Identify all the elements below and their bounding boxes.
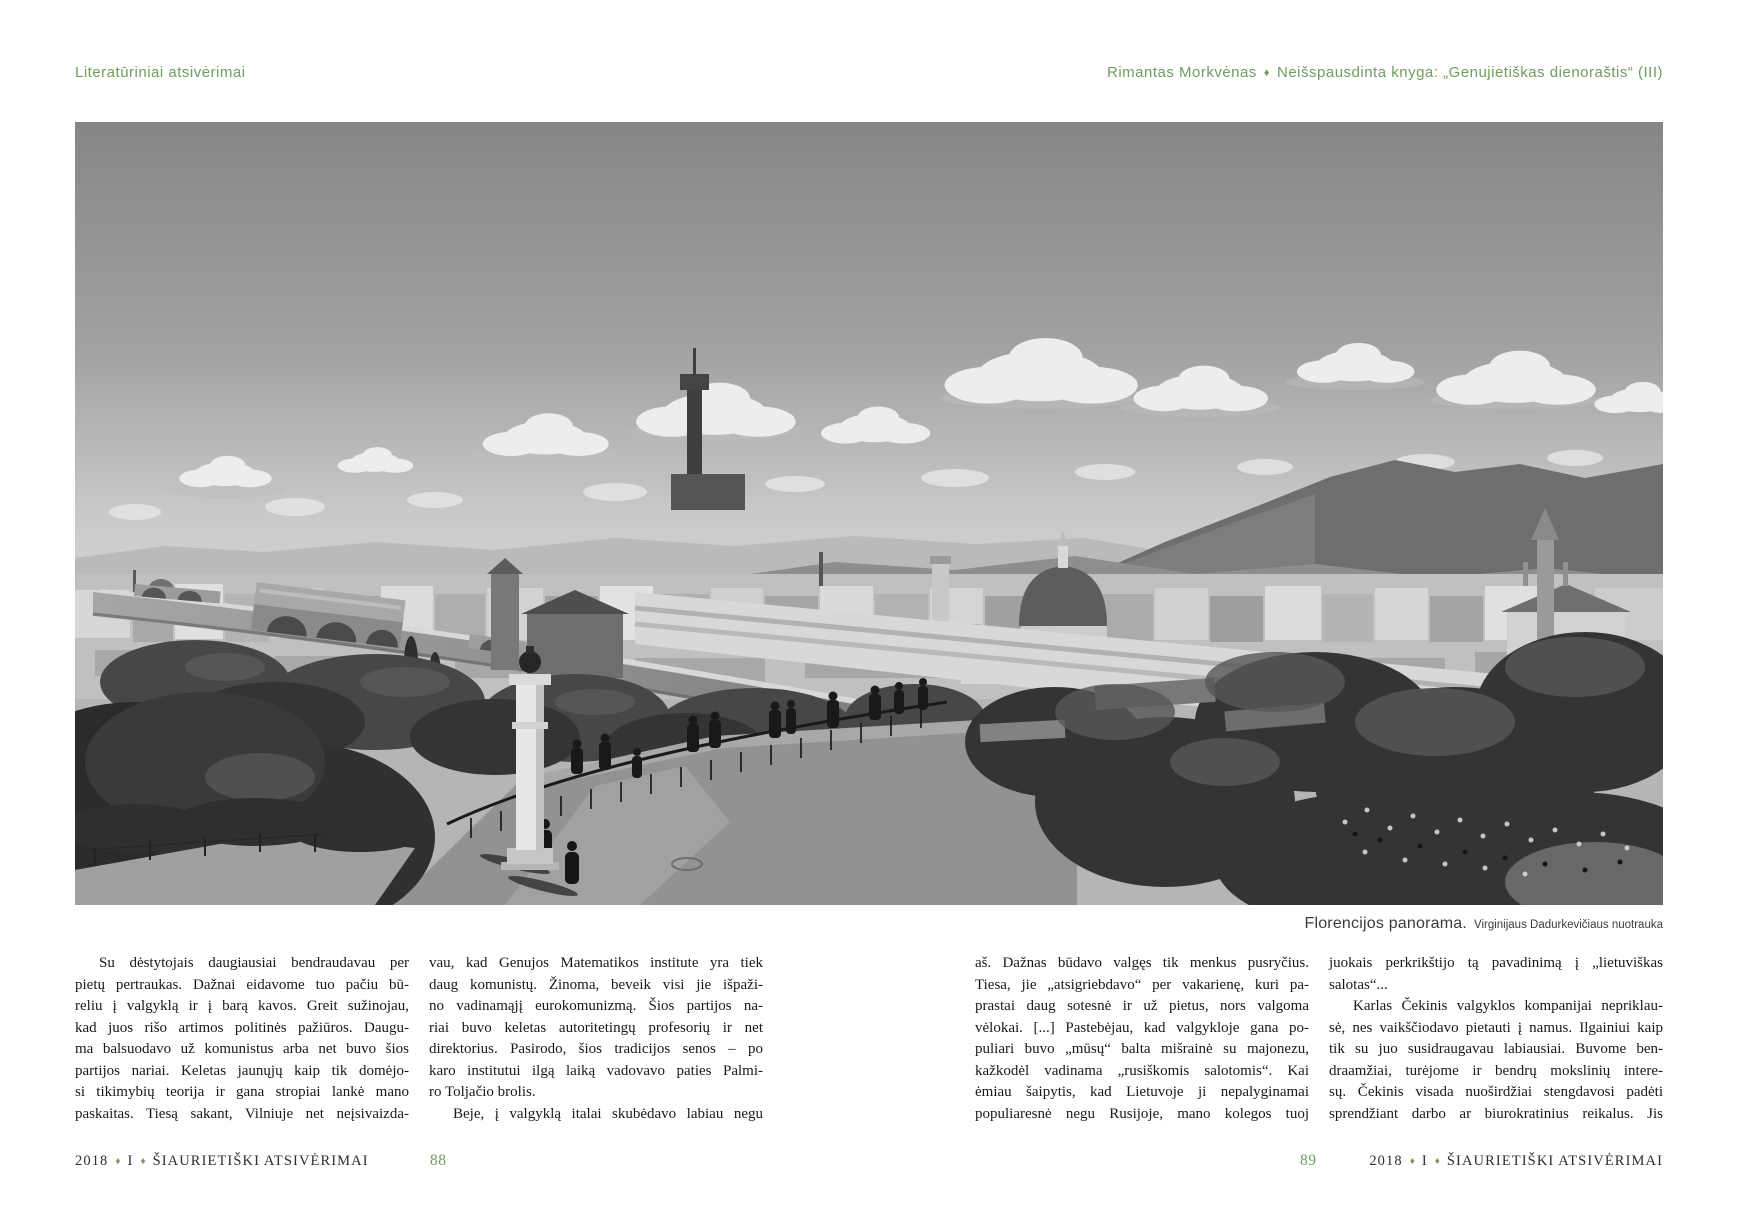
- running-head-right: [1107, 64, 1663, 81]
- footer-journal-title: ŠIAURIETIŠKI ATSIVĖRIMAI: [152, 1153, 369, 1169]
- footer-left: [75, 1153, 369, 1170]
- body-text-line: sė, nes vaikščiodavo pietauti į namus. Ilgainiui kaip: [1329, 1019, 1663, 1036]
- body-text-line: Beje, į valgyklą italai skubėdavo labiau negu: [453, 1105, 763, 1122]
- photo-caption-title: Florencijos panorama.: [1304, 915, 1467, 932]
- body-text-line: Tiesa, jie „atsigriebdavo“ per vakarienę, kuri pa-: [975, 976, 1309, 993]
- body-text-line: sprendžiant darbo ar biurokratinius reikalus. Jis: [1329, 1105, 1663, 1122]
- body-text-line: ma balsuodavo už komunistus arba net buvo šios: [75, 1041, 409, 1058]
- body-text-line: draamžiai, turėjome ir bendrų mokslinių intere-: [1329, 1062, 1663, 1079]
- text-column-2: [429, 953, 763, 1125]
- running-head-title: Neišspausdinta knyga: „Genujietiškas dienoraštis“ (III): [1277, 64, 1663, 81]
- diamond-separator-icon: ♦: [140, 1155, 146, 1167]
- photo-caption: [1304, 915, 1663, 933]
- running-head-left: Literatūriniai atsivėrimai: [75, 64, 246, 81]
- footer-year: 2018: [75, 1153, 109, 1169]
- footer-issue: I: [127, 1153, 134, 1169]
- footer-issue: I: [1421, 1153, 1428, 1169]
- body-text-line: sų. Čekinis visada nuoširdžiai stengdavosi padėti: [1329, 1084, 1663, 1101]
- body-text-line: si tikimybių teorija ir gana stropiai lankė mano: [75, 1084, 409, 1101]
- body-text-line: tik su juo susidraugavau labiausiai. Buvome ben-: [1329, 1041, 1663, 1058]
- diamond-separator-icon: ♦: [1263, 67, 1270, 79]
- page-number-left: 88: [430, 1152, 447, 1169]
- body-text-line: no vadinamąjį eurokomunizmą. Šios partijos na-: [429, 998, 763, 1015]
- text-column-4: [1329, 953, 1663, 1125]
- footer-journal-title: ŠIAURIETIŠKI ATSIVĖRIMAI: [1446, 1153, 1663, 1169]
- body-text-line: vau, kad Genujos Matematikos institute yra tiek: [429, 955, 763, 971]
- body-text-line: aš. Dažnas būdavo valgęs tik menkus pusryčius.: [975, 955, 1309, 971]
- body-text-line: Karlas Čekinis valgyklos kompanijai nepriklau-: [1353, 998, 1663, 1015]
- photo-caption-credit: Virginijaus Dadurkevičiaus nuotrauka: [1473, 919, 1663, 931]
- body-text-line: salotas“...: [1329, 976, 1388, 993]
- body-text-line: juokais perkrikštijo tą pavadinimą į „lietuviškas: [1329, 955, 1663, 971]
- text-column-3: [975, 953, 1309, 1125]
- diamond-separator-icon: ♦: [1409, 1155, 1415, 1167]
- body-text-line: partijos nariai. Keletas jaunųjų kaip tik domėjo-: [75, 1062, 409, 1079]
- florence-panorama-illustration: [75, 122, 1663, 905]
- body-text-line: kad juos rišo artimos politinės pažiūros. Daugu-: [75, 1019, 409, 1036]
- diamond-separator-icon: ♦: [115, 1155, 121, 1167]
- body-text-line: kažkodėl vadinama „rusiškomis salotomis“. Kai: [975, 1062, 1309, 1079]
- body-text-line: riai buvo keletas autoritetingų profesorių ir net: [429, 1019, 763, 1036]
- body-text-line: ro Toljačio brolis.: [429, 1084, 536, 1101]
- page-number-right: 89: [1300, 1152, 1317, 1169]
- body-text-line: daug komunistų. Žinoma, beveik visi jie išpaži-: [429, 976, 763, 993]
- body-text-line: paskaitas. Tiesą sakant, Vilniuje net neįsivaizda-: [75, 1105, 409, 1122]
- diamond-separator-icon: ♦: [1434, 1155, 1440, 1167]
- body-text-line: karo institutui ilgą laiką vadovavo paties Palmi-: [429, 1062, 763, 1079]
- footer-year: 2018: [1369, 1153, 1403, 1169]
- body-text-line: pietų pertraukas. Dažnai eidavome tuo pačiu bū-: [75, 976, 409, 993]
- body-text-line: ėmiau šaipytis, kad Lietuvoje ji nepalyginamai: [975, 1084, 1309, 1101]
- body-text-line: Su dėstytojais daugiausiai bendraudavau per: [99, 955, 409, 971]
- body-text-line: reliu į valgyklą ir į barą kavos. Greit sužinojau,: [75, 998, 409, 1015]
- body-text-line: puliari buvo „mūsų“ balta mišrainė su majonezu,: [975, 1041, 1309, 1058]
- florence-panorama-photo: [75, 122, 1663, 905]
- body-text-line: vėlokai. [...] Pastebėjau, kad valgykloje gana po-: [975, 1019, 1309, 1036]
- footer-right: [1369, 1153, 1663, 1170]
- body-text-line: populiaresnė negu Rusijoje, mano kolegos tuoj: [975, 1105, 1309, 1122]
- body-text-line: direktorius. Pasirodo, šios tradicijos senos – po: [429, 1041, 763, 1058]
- running-head-author: Rimantas Morkvėnas: [1106, 64, 1257, 81]
- text-column-1: [75, 953, 409, 1125]
- body-text-line: prastai daug sotesnė ir už pietus, nors valgoma: [975, 998, 1309, 1015]
